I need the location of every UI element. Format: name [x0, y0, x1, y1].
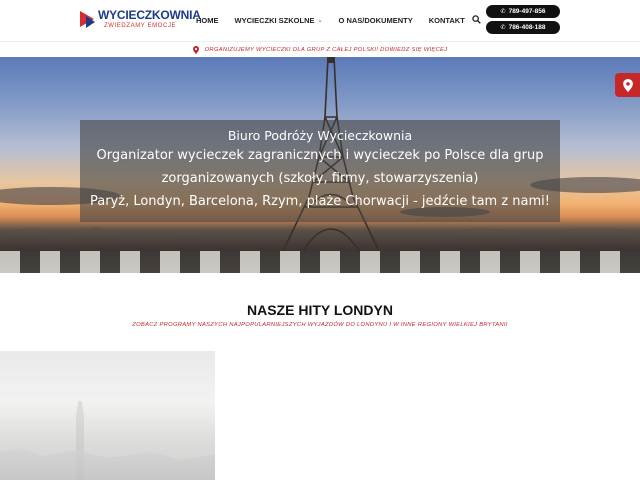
phone-button-1[interactable]: [486, 5, 560, 18]
site-logo[interactable]: [80, 8, 201, 30]
nav-label: KONTAKT: [428, 16, 465, 25]
hero-line-4: Paryż, Londyn, Barcelona, Rzym, plaże Chorwacji - jedźcie tam z nami!: [89, 194, 550, 209]
london-trip-card[interactable]: [0, 351, 215, 480]
plaza-ground: [0, 251, 640, 273]
nav-item-home[interactable]: [196, 16, 219, 25]
map-pin-icon: [623, 79, 633, 92]
phone-number: 789-497-856: [508, 8, 546, 15]
main-nav: [196, 16, 481, 25]
hero-text-box: [80, 120, 560, 222]
nav-item-about[interactable]: [339, 16, 413, 25]
site-header: [0, 0, 640, 42]
phone-icon: ✆: [500, 9, 506, 15]
map-tab-button[interactable]: [615, 73, 640, 97]
logo-mark-icon: [80, 8, 96, 30]
section-subtitle: ZOBACZ PROGRAMY NASZYCH NAJPOPULARNIEJSZYCH WYJAZDÓW DO LONDYNU I W INNE REGIONY WIELKIEJ BRYTANII: [132, 322, 508, 328]
phone-list: [486, 5, 560, 34]
announcement-bar[interactable]: [0, 42, 640, 57]
nav-label: WYCIECZKI SZKOLNE: [234, 16, 315, 25]
hero-line-1: Biuro Podróży Wycieczkownia: [227, 128, 413, 143]
chevron-down-icon: ⌄: [317, 18, 323, 24]
hero-line-2: Organizator wycieczek zagranicznych i wycieczek po Polsce dla grup: [96, 148, 544, 163]
nav-label: HOME: [196, 16, 219, 25]
hero-line-3: zorganizowanych (szkoły, firmy, stowarzyszenia): [161, 171, 479, 186]
phone-number: 786-408-188: [508, 24, 546, 31]
nav-item-school-trips[interactable]: [235, 16, 323, 25]
logo-subtitle: ZWIEDZAMY EMOCJE: [104, 23, 177, 29]
nav-item-contact[interactable]: [429, 16, 465, 25]
phone-button-2[interactable]: [486, 21, 560, 34]
logo-title: WYCIECZKOWNIA: [98, 8, 201, 22]
hero-banner: [0, 57, 640, 273]
phone-icon: ✆: [500, 25, 506, 31]
section-title: NASZE HITY LONDYN: [247, 302, 393, 318]
london-buildings-image: [0, 440, 215, 480]
map-pin-icon: [193, 46, 199, 54]
search-icon[interactable]: [472, 15, 481, 24]
nav-label: O NAS/DOKUMENTY: [338, 16, 413, 25]
announcement-text: ORGANIZUJEMY WYCIECZKI DLA GRUP Z CAŁEJ POLSKI! DOWIEDZ SIĘ WIĘCEJ: [204, 46, 448, 53]
